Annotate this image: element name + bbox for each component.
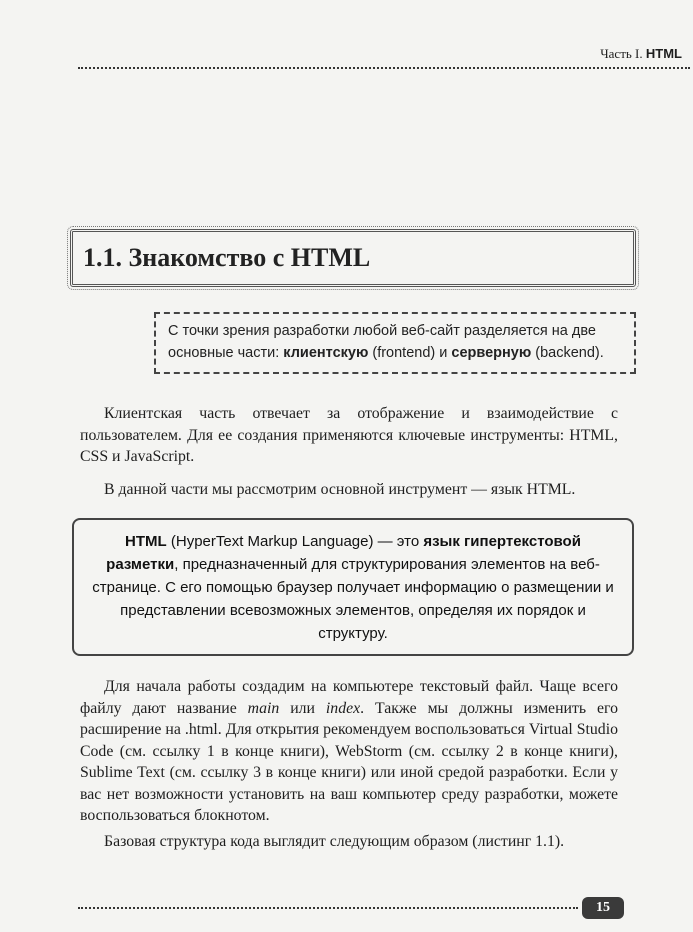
paragraph-3: Для начала работы создадим на компьютере текстовый файл. Чаще всего файлу дают название main или index. Также мы должны изменить его расширение на .html. Для открытия рекомендуем воспользоваться Virtual Studio Code (см. ссылку 1 в конце книги), WebStorm (см. ссылку 2 в конце книги), Sublime Text (см. ссылку 3 в конце книги) или иной средой разработки. Если у вас нет возможности установить на ваш компьютер среду разработки, можете воспользоваться блокнотом. xyxy=(80,678,618,824)
running-header xyxy=(78,46,688,62)
paragraph-2: В данной части мы рассмотрим основной инструмент — язык HTML. xyxy=(104,481,576,498)
definition-text: , предназначенный для структурирования элементов на веб-странице. С его помощью браузер получает информацию о размещении и представлении всевозможных элементов, определяя их порядок и структуру. xyxy=(92,556,614,642)
header-divider xyxy=(78,67,690,69)
filename-index: index xyxy=(325,699,361,717)
header-part-name: HTML xyxy=(645,46,682,61)
header-part-label: Часть I. xyxy=(600,46,643,61)
note-box xyxy=(154,312,636,374)
definition-box: HTML (HyperText Markup Language) — это язык гипертекстовой разметки, предназначенный для структурирования элементов на веб-странице. С его помощью браузер получает информацию о размещении и представлении всевозможных элементов, определяя их порядок и структуру. xyxy=(72,518,634,656)
paragraph-1: Клиентская часть отвечает за отображение и взаимодействие с пользователем. Для ее создания применяются ключевые инструменты: HTML, CSS и JavaScript. xyxy=(80,405,618,465)
section-title: 1.1. Знакомство с HTML xyxy=(83,243,371,272)
footer-divider xyxy=(78,907,578,909)
section-title-frame xyxy=(70,229,636,287)
note-client: клиентскую xyxy=(283,345,369,361)
note-server: серверную xyxy=(451,345,532,361)
note-line-2: основные части: клиентскую (frontend) и серверную (backend). xyxy=(168,345,604,361)
note-line-1: С точки зрения разработки любой веб-сайт разделяется на две xyxy=(168,323,596,339)
page-number: 15 xyxy=(582,897,624,919)
definition-term: HTML xyxy=(125,533,167,550)
definition-bold-phrase: язык гипертекстовой разметки xyxy=(106,533,581,573)
filename-main: main xyxy=(247,699,280,717)
paragraph-4: Базовая структура кода выглядит следующим образом (листинг 1.1). xyxy=(104,833,565,850)
